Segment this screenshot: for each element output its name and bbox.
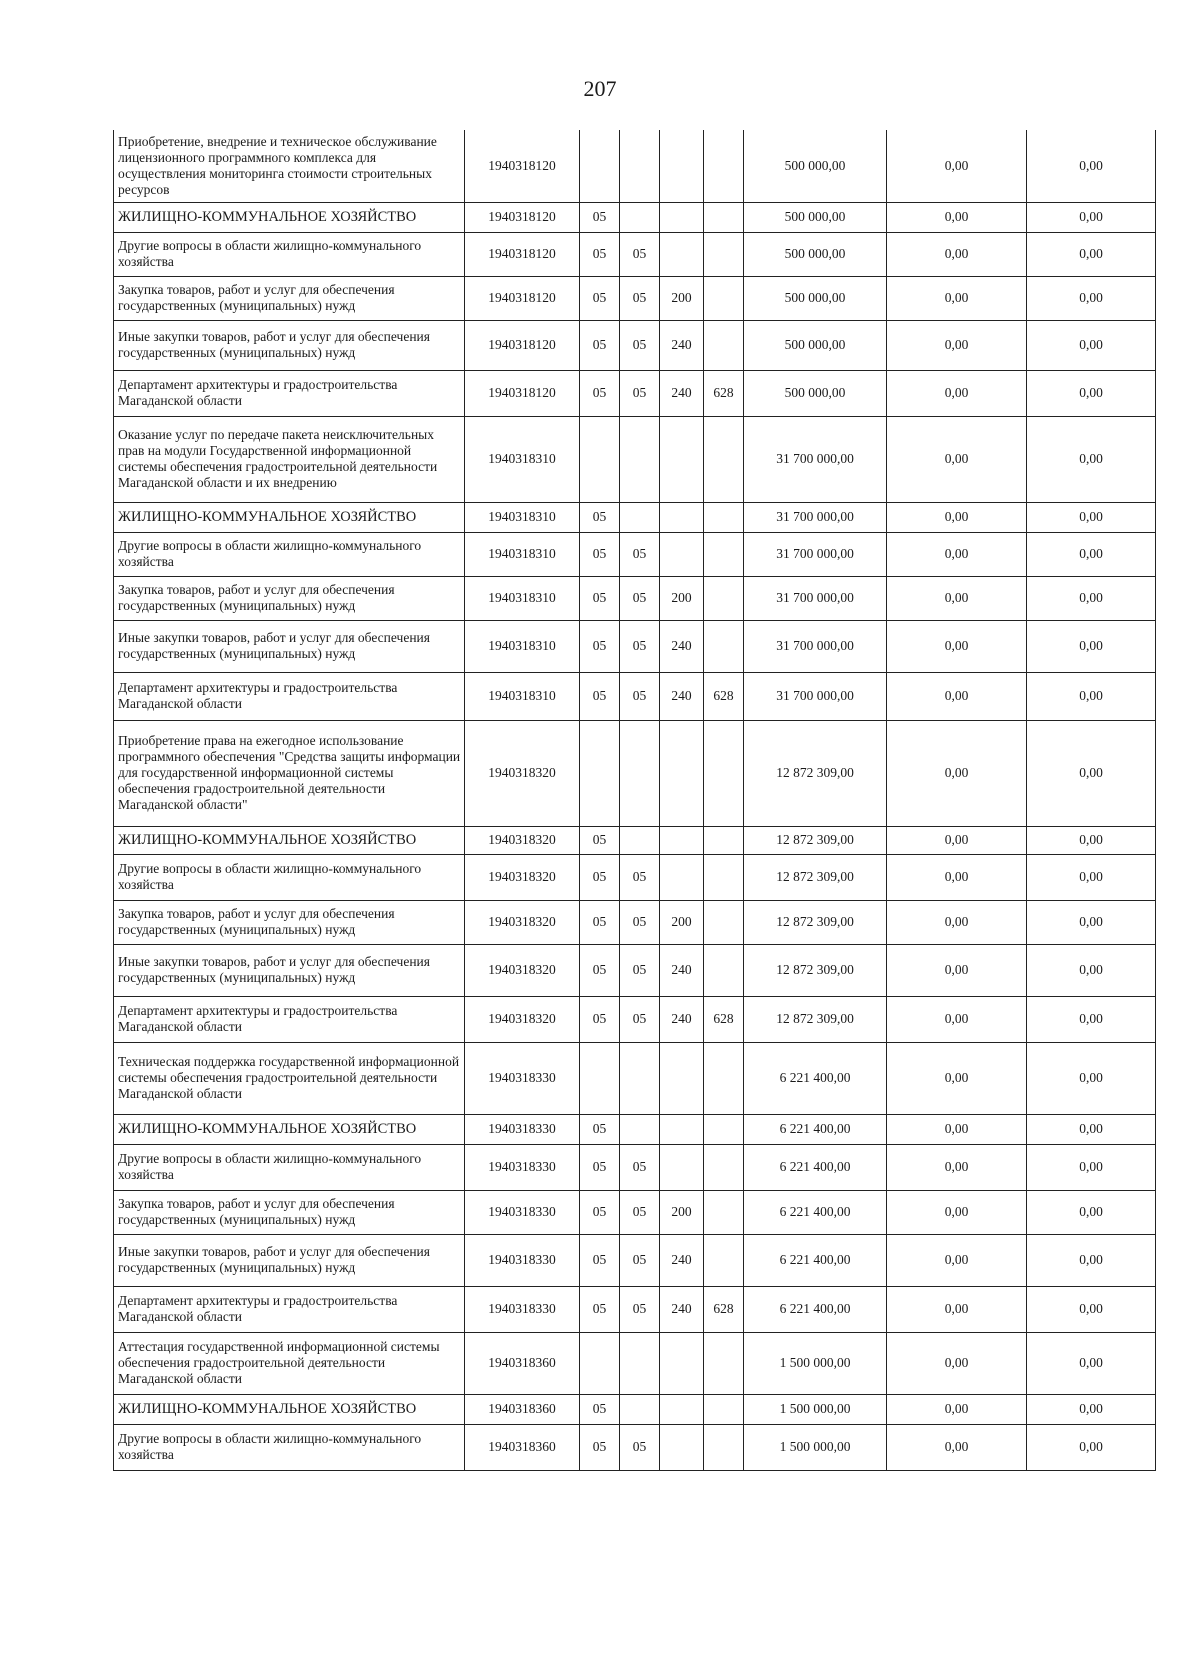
row-expense-type: 200 xyxy=(660,576,704,620)
row-subsection: 05 xyxy=(620,1234,660,1286)
row-target-code: 1940318120 xyxy=(465,320,580,370)
row-admin-code xyxy=(704,276,744,320)
row-sum-1: 500 000,00 xyxy=(744,276,887,320)
row-sum-2: 0,00 xyxy=(887,232,1027,276)
row-target-code: 1940318120 xyxy=(465,370,580,416)
row-sum-2: 0,00 xyxy=(887,996,1027,1042)
row-subsection xyxy=(620,502,660,532)
row-sum-3: 0,00 xyxy=(1027,620,1156,672)
row-sum-2: 0,00 xyxy=(887,1144,1027,1190)
row-expense-type xyxy=(660,854,704,900)
row-admin-code xyxy=(704,826,744,854)
row-section: 05 xyxy=(580,576,620,620)
row-expense-type: 240 xyxy=(660,1234,704,1286)
row-section: 05 xyxy=(580,1394,620,1424)
row-admin-code xyxy=(704,502,744,532)
row-section: 05 xyxy=(580,996,620,1042)
row-subsection: 05 xyxy=(620,854,660,900)
row-section: 05 xyxy=(580,1234,620,1286)
table-row xyxy=(114,900,1156,944)
row-expense-type: 240 xyxy=(660,944,704,996)
row-section: 05 xyxy=(580,532,620,576)
row-sum-2: 0,00 xyxy=(887,1394,1027,1424)
table-row xyxy=(114,320,1156,370)
row-sum-3: 0,00 xyxy=(1027,576,1156,620)
row-subsection: 05 xyxy=(620,320,660,370)
row-sum-1: 6 221 400,00 xyxy=(744,1190,887,1234)
row-name: Другие вопросы в области жилищно-коммунального хозяйства xyxy=(114,232,465,276)
row-sum-1: 1 500 000,00 xyxy=(744,1332,887,1394)
row-admin-code xyxy=(704,620,744,672)
row-sum-1: 31 700 000,00 xyxy=(744,620,887,672)
row-section: 05 xyxy=(580,1424,620,1470)
table-row xyxy=(114,1042,1156,1114)
row-sum-1: 6 221 400,00 xyxy=(744,1042,887,1114)
row-section xyxy=(580,720,620,826)
row-admin-code xyxy=(704,1144,744,1190)
row-expense-type: 200 xyxy=(660,1190,704,1234)
row-expense-type xyxy=(660,1144,704,1190)
row-subsection: 05 xyxy=(620,620,660,672)
row-expense-type: 240 xyxy=(660,620,704,672)
row-sum-3: 0,00 xyxy=(1027,1190,1156,1234)
row-sum-1: 6 221 400,00 xyxy=(744,1286,887,1332)
row-expense-type xyxy=(660,202,704,232)
row-admin-code: 628 xyxy=(704,1286,744,1332)
row-target-code: 1940318360 xyxy=(465,1424,580,1470)
row-target-code: 1940318360 xyxy=(465,1332,580,1394)
row-expense-type xyxy=(660,416,704,502)
row-sum-2: 0,00 xyxy=(887,620,1027,672)
row-target-code: 1940318120 xyxy=(465,232,580,276)
row-sum-3: 0,00 xyxy=(1027,672,1156,720)
row-sum-2: 0,00 xyxy=(887,720,1027,826)
row-target-code: 1940318320 xyxy=(465,900,580,944)
row-sum-1: 12 872 309,00 xyxy=(744,900,887,944)
row-expense-type: 240 xyxy=(660,672,704,720)
row-target-code: 1940318310 xyxy=(465,576,580,620)
row-admin-code: 628 xyxy=(704,996,744,1042)
row-sum-1: 12 872 309,00 xyxy=(744,996,887,1042)
page-number: 207 xyxy=(583,76,617,101)
row-subsection: 05 xyxy=(620,576,660,620)
row-admin-code xyxy=(704,944,744,996)
row-subsection: 05 xyxy=(620,532,660,576)
row-target-code: 1940318330 xyxy=(465,1114,580,1144)
row-sum-2: 0,00 xyxy=(887,1234,1027,1286)
row-section xyxy=(580,416,620,502)
row-target-code: 1940318310 xyxy=(465,672,580,720)
row-name: Закупка товаров, работ и услуг для обеспечения государственных (муниципальных) нужд xyxy=(114,1190,465,1234)
row-sum-3: 0,00 xyxy=(1027,1332,1156,1394)
row-admin-code: 628 xyxy=(704,370,744,416)
row-subsection: 05 xyxy=(620,900,660,944)
row-sum-3: 0,00 xyxy=(1027,1394,1156,1424)
row-name: Приобретение, внедрение и техническое обслуживание лицензионного программного комплекса для осуществления мониторинга стоимости строительных ресурсов xyxy=(114,130,465,202)
row-sum-1: 1 500 000,00 xyxy=(744,1394,887,1424)
row-sum-3: 0,00 xyxy=(1027,276,1156,320)
table-row xyxy=(114,576,1156,620)
row-subsection: 05 xyxy=(620,276,660,320)
row-sum-3: 0,00 xyxy=(1027,532,1156,576)
row-sum-1: 6 221 400,00 xyxy=(744,1114,887,1144)
row-sum-3: 0,00 xyxy=(1027,320,1156,370)
row-sum-2: 0,00 xyxy=(887,1042,1027,1114)
row-expense-type xyxy=(660,720,704,826)
row-sum-2: 0,00 xyxy=(887,672,1027,720)
table-row xyxy=(114,826,1156,854)
row-sum-1: 12 872 309,00 xyxy=(744,720,887,826)
row-subsection: 05 xyxy=(620,370,660,416)
row-sum-1: 6 221 400,00 xyxy=(744,1234,887,1286)
row-expense-type xyxy=(660,232,704,276)
row-admin-code xyxy=(704,202,744,232)
row-admin-code xyxy=(704,1394,744,1424)
row-expense-type xyxy=(660,130,704,202)
row-sum-1: 12 872 309,00 xyxy=(744,944,887,996)
row-section: 05 xyxy=(580,1144,620,1190)
row-expense-type xyxy=(660,502,704,532)
row-section: 05 xyxy=(580,900,620,944)
row-subsection xyxy=(620,202,660,232)
row-sum-1: 500 000,00 xyxy=(744,232,887,276)
row-section: 05 xyxy=(580,1190,620,1234)
row-expense-type xyxy=(660,1114,704,1144)
row-subsection xyxy=(620,416,660,502)
table-body xyxy=(114,130,1156,1470)
row-subsection xyxy=(620,826,660,854)
row-target-code: 1940318310 xyxy=(465,532,580,576)
row-sum-3: 0,00 xyxy=(1027,1114,1156,1144)
row-sum-3: 0,00 xyxy=(1027,416,1156,502)
row-name: Другие вопросы в области жилищно-коммунального хозяйства xyxy=(114,854,465,900)
table-row xyxy=(114,996,1156,1042)
row-name: ЖИЛИЩНО-КОММУНАЛЬНОЕ ХОЗЯЙСТВО xyxy=(114,826,465,854)
row-section: 05 xyxy=(580,672,620,720)
row-sum-3: 0,00 xyxy=(1027,1042,1156,1114)
row-sum-3: 0,00 xyxy=(1027,370,1156,416)
row-admin-code xyxy=(704,1114,744,1144)
table-row xyxy=(114,1144,1156,1190)
row-admin-code xyxy=(704,320,744,370)
row-admin-code xyxy=(704,416,744,502)
row-sum-2: 0,00 xyxy=(887,276,1027,320)
row-section xyxy=(580,1042,620,1114)
table-row xyxy=(114,232,1156,276)
row-sum-2: 0,00 xyxy=(887,1424,1027,1470)
row-sum-3: 0,00 xyxy=(1027,1144,1156,1190)
row-sum-2: 0,00 xyxy=(887,1190,1027,1234)
row-name: Другие вопросы в области жилищно-коммунального хозяйства xyxy=(114,1424,465,1470)
table-row xyxy=(114,1234,1156,1286)
row-sum-2: 0,00 xyxy=(887,502,1027,532)
row-name: Закупка товаров, работ и услуг для обеспечения государственных (муниципальных) нужд xyxy=(114,576,465,620)
row-sum-1: 31 700 000,00 xyxy=(744,532,887,576)
row-sum-2: 0,00 xyxy=(887,1114,1027,1144)
row-target-code: 1940318310 xyxy=(465,416,580,502)
row-subsection: 05 xyxy=(620,1190,660,1234)
row-subsection xyxy=(620,1114,660,1144)
row-sum-3: 0,00 xyxy=(1027,130,1156,202)
row-sum-3: 0,00 xyxy=(1027,202,1156,232)
row-name: ЖИЛИЩНО-КОММУНАЛЬНОЕ ХОЗЯЙСТВО xyxy=(114,502,465,532)
row-sum-2: 0,00 xyxy=(887,576,1027,620)
table-row xyxy=(114,944,1156,996)
row-expense-type xyxy=(660,532,704,576)
row-sum-2: 0,00 xyxy=(887,1286,1027,1332)
row-admin-code xyxy=(704,900,744,944)
row-expense-type: 240 xyxy=(660,370,704,416)
row-expense-type: 200 xyxy=(660,900,704,944)
row-name: Другие вопросы в области жилищно-коммунального хозяйства xyxy=(114,1144,465,1190)
row-sum-1: 12 872 309,00 xyxy=(744,854,887,900)
table-row xyxy=(114,1286,1156,1332)
row-section: 05 xyxy=(580,502,620,532)
row-expense-type xyxy=(660,1332,704,1394)
row-name: ЖИЛИЩНО-КОММУНАЛЬНОЕ ХОЗЯЙСТВО xyxy=(114,1394,465,1424)
table-row xyxy=(114,1190,1156,1234)
row-target-code: 1940318320 xyxy=(465,720,580,826)
row-name: ЖИЛИЩНО-КОММУНАЛЬНОЕ ХОЗЯЙСТВО xyxy=(114,202,465,232)
row-admin-code xyxy=(704,130,744,202)
row-subsection: 05 xyxy=(620,996,660,1042)
row-admin-code xyxy=(704,1424,744,1470)
row-sum-2: 0,00 xyxy=(887,826,1027,854)
row-subsection: 05 xyxy=(620,1286,660,1332)
row-name: Департамент архитектуры и градостроительства Магаданской области xyxy=(114,996,465,1042)
row-sum-2: 0,00 xyxy=(887,854,1027,900)
row-section: 05 xyxy=(580,232,620,276)
row-sum-3: 0,00 xyxy=(1027,1424,1156,1470)
row-admin-code xyxy=(704,720,744,826)
row-target-code: 1940318120 xyxy=(465,130,580,202)
row-target-code: 1940318330 xyxy=(465,1286,580,1332)
row-target-code: 1940318330 xyxy=(465,1144,580,1190)
row-expense-type xyxy=(660,1394,704,1424)
budget-table xyxy=(113,130,1156,1471)
row-sum-3: 0,00 xyxy=(1027,826,1156,854)
row-name: Иные закупки товаров, работ и услуг для обеспечения государственных (муниципальных) нужд xyxy=(114,320,465,370)
row-name: Закупка товаров, работ и услуг для обеспечения государственных (муниципальных) нужд xyxy=(114,276,465,320)
row-section: 05 xyxy=(580,202,620,232)
row-target-code: 1940318120 xyxy=(465,276,580,320)
row-sum-2: 0,00 xyxy=(887,900,1027,944)
table-row xyxy=(114,1394,1156,1424)
row-sum-2: 0,00 xyxy=(887,320,1027,370)
row-section: 05 xyxy=(580,1114,620,1144)
table-row xyxy=(114,854,1156,900)
row-target-code: 1940318330 xyxy=(465,1042,580,1114)
row-sum-1: 31 700 000,00 xyxy=(744,416,887,502)
table-row xyxy=(114,130,1156,202)
row-sum-1: 12 872 309,00 xyxy=(744,826,887,854)
row-section: 05 xyxy=(580,944,620,996)
row-name: Оказание услуг по передаче пакета неисключительных прав на модули Государственной информационной системы обеспечения градостроительной деятельности Магаданской области и их внедрению xyxy=(114,416,465,502)
row-sum-2: 0,00 xyxy=(887,370,1027,416)
row-admin-code: 628 xyxy=(704,672,744,720)
row-name: Приобретение права на ежегодное использование программного обеспечения "Средства защиты информации для государственной информационной системы обеспечения градостроительной деятельности Магаданской области" xyxy=(114,720,465,826)
row-sum-1: 1 500 000,00 xyxy=(744,1424,887,1470)
row-admin-code xyxy=(704,232,744,276)
row-subsection xyxy=(620,130,660,202)
table-row xyxy=(114,276,1156,320)
row-target-code: 1940318120 xyxy=(465,202,580,232)
table-row xyxy=(114,1332,1156,1394)
row-section: 05 xyxy=(580,370,620,416)
row-sum-1: 31 700 000,00 xyxy=(744,672,887,720)
row-target-code: 1940318310 xyxy=(465,502,580,532)
row-sum-2: 0,00 xyxy=(887,130,1027,202)
row-expense-type xyxy=(660,1042,704,1114)
row-admin-code xyxy=(704,532,744,576)
row-sum-1: 500 000,00 xyxy=(744,202,887,232)
row-subsection xyxy=(620,1042,660,1114)
table-row xyxy=(114,370,1156,416)
row-sum-2: 0,00 xyxy=(887,416,1027,502)
row-target-code: 1940318320 xyxy=(465,854,580,900)
table-row xyxy=(114,416,1156,502)
row-section: 05 xyxy=(580,276,620,320)
row-sum-3: 0,00 xyxy=(1027,232,1156,276)
row-subsection xyxy=(620,1332,660,1394)
row-target-code: 1940318360 xyxy=(465,1394,580,1424)
table-row xyxy=(114,502,1156,532)
row-section: 05 xyxy=(580,620,620,672)
row-sum-1: 31 700 000,00 xyxy=(744,576,887,620)
row-section: 05 xyxy=(580,826,620,854)
row-target-code: 1940318320 xyxy=(465,944,580,996)
row-target-code: 1940318330 xyxy=(465,1190,580,1234)
row-admin-code xyxy=(704,1042,744,1114)
table-row xyxy=(114,1114,1156,1144)
row-expense-type xyxy=(660,826,704,854)
row-name: Другие вопросы в области жилищно-коммунального хозяйства xyxy=(114,532,465,576)
row-sum-2: 0,00 xyxy=(887,202,1027,232)
row-name: Иные закупки товаров, работ и услуг для обеспечения государственных (муниципальных) нужд xyxy=(114,620,465,672)
row-sum-1: 500 000,00 xyxy=(744,370,887,416)
row-expense-type: 240 xyxy=(660,996,704,1042)
row-name: Техническая поддержка государственной информационной системы обеспечения градостроительной деятельности Магаданской области xyxy=(114,1042,465,1114)
row-target-code: 1940318310 xyxy=(465,620,580,672)
row-subsection: 05 xyxy=(620,1144,660,1190)
row-section xyxy=(580,130,620,202)
row-sum-3: 0,00 xyxy=(1027,720,1156,826)
row-target-code: 1940318330 xyxy=(465,1234,580,1286)
row-sum-1: 31 700 000,00 xyxy=(744,502,887,532)
row-name: Иные закупки товаров, работ и услуг для обеспечения государственных (муниципальных) нужд xyxy=(114,944,465,996)
row-sum-2: 0,00 xyxy=(887,1332,1027,1394)
row-subsection: 05 xyxy=(620,672,660,720)
table-row xyxy=(114,1424,1156,1470)
row-expense-type: 240 xyxy=(660,320,704,370)
row-subsection: 05 xyxy=(620,232,660,276)
row-sum-1: 500 000,00 xyxy=(744,320,887,370)
row-sum-1: 500 000,00 xyxy=(744,130,887,202)
row-name: Департамент архитектуры и градостроительства Магаданской области xyxy=(114,370,465,416)
row-sum-2: 0,00 xyxy=(887,944,1027,996)
row-name: Департамент архитектуры и градостроительства Магаданской области xyxy=(114,1286,465,1332)
row-subsection xyxy=(620,1394,660,1424)
row-sum-3: 0,00 xyxy=(1027,854,1156,900)
row-sum-3: 0,00 xyxy=(1027,996,1156,1042)
table-row xyxy=(114,532,1156,576)
row-section: 05 xyxy=(580,320,620,370)
row-subsection xyxy=(620,720,660,826)
row-sum-3: 0,00 xyxy=(1027,944,1156,996)
row-admin-code xyxy=(704,1190,744,1234)
row-subsection: 05 xyxy=(620,1424,660,1470)
row-sum-3: 0,00 xyxy=(1027,1286,1156,1332)
table-row xyxy=(114,202,1156,232)
row-sum-3: 0,00 xyxy=(1027,1234,1156,1286)
row-target-code: 1940318320 xyxy=(465,996,580,1042)
row-name: Закупка товаров, работ и услуг для обеспечения государственных (муниципальных) нужд xyxy=(114,900,465,944)
table-row xyxy=(114,620,1156,672)
row-name: Департамент архитектуры и градостроительства Магаданской области xyxy=(114,672,465,720)
row-sum-3: 0,00 xyxy=(1027,502,1156,532)
row-target-code: 1940318320 xyxy=(465,826,580,854)
row-subsection: 05 xyxy=(620,944,660,996)
row-name: Иные закупки товаров, работ и услуг для обеспечения государственных (муниципальных) нужд xyxy=(114,1234,465,1286)
row-section: 05 xyxy=(580,854,620,900)
row-expense-type: 200 xyxy=(660,276,704,320)
row-section: 05 xyxy=(580,1286,620,1332)
row-sum-1: 6 221 400,00 xyxy=(744,1144,887,1190)
row-admin-code xyxy=(704,854,744,900)
table-row xyxy=(114,720,1156,826)
row-admin-code xyxy=(704,1332,744,1394)
row-sum-3: 0,00 xyxy=(1027,900,1156,944)
table-row xyxy=(114,672,1156,720)
row-expense-type: 240 xyxy=(660,1286,704,1332)
row-admin-code xyxy=(704,576,744,620)
row-name: ЖИЛИЩНО-КОММУНАЛЬНОЕ ХОЗЯЙСТВО xyxy=(114,1114,465,1144)
row-sum-2: 0,00 xyxy=(887,532,1027,576)
row-section xyxy=(580,1332,620,1394)
row-expense-type xyxy=(660,1424,704,1470)
row-admin-code xyxy=(704,1234,744,1286)
row-name: Аттестация государственной информационной системы обеспечения градостроительной деятельности Магаданской области xyxy=(114,1332,465,1394)
